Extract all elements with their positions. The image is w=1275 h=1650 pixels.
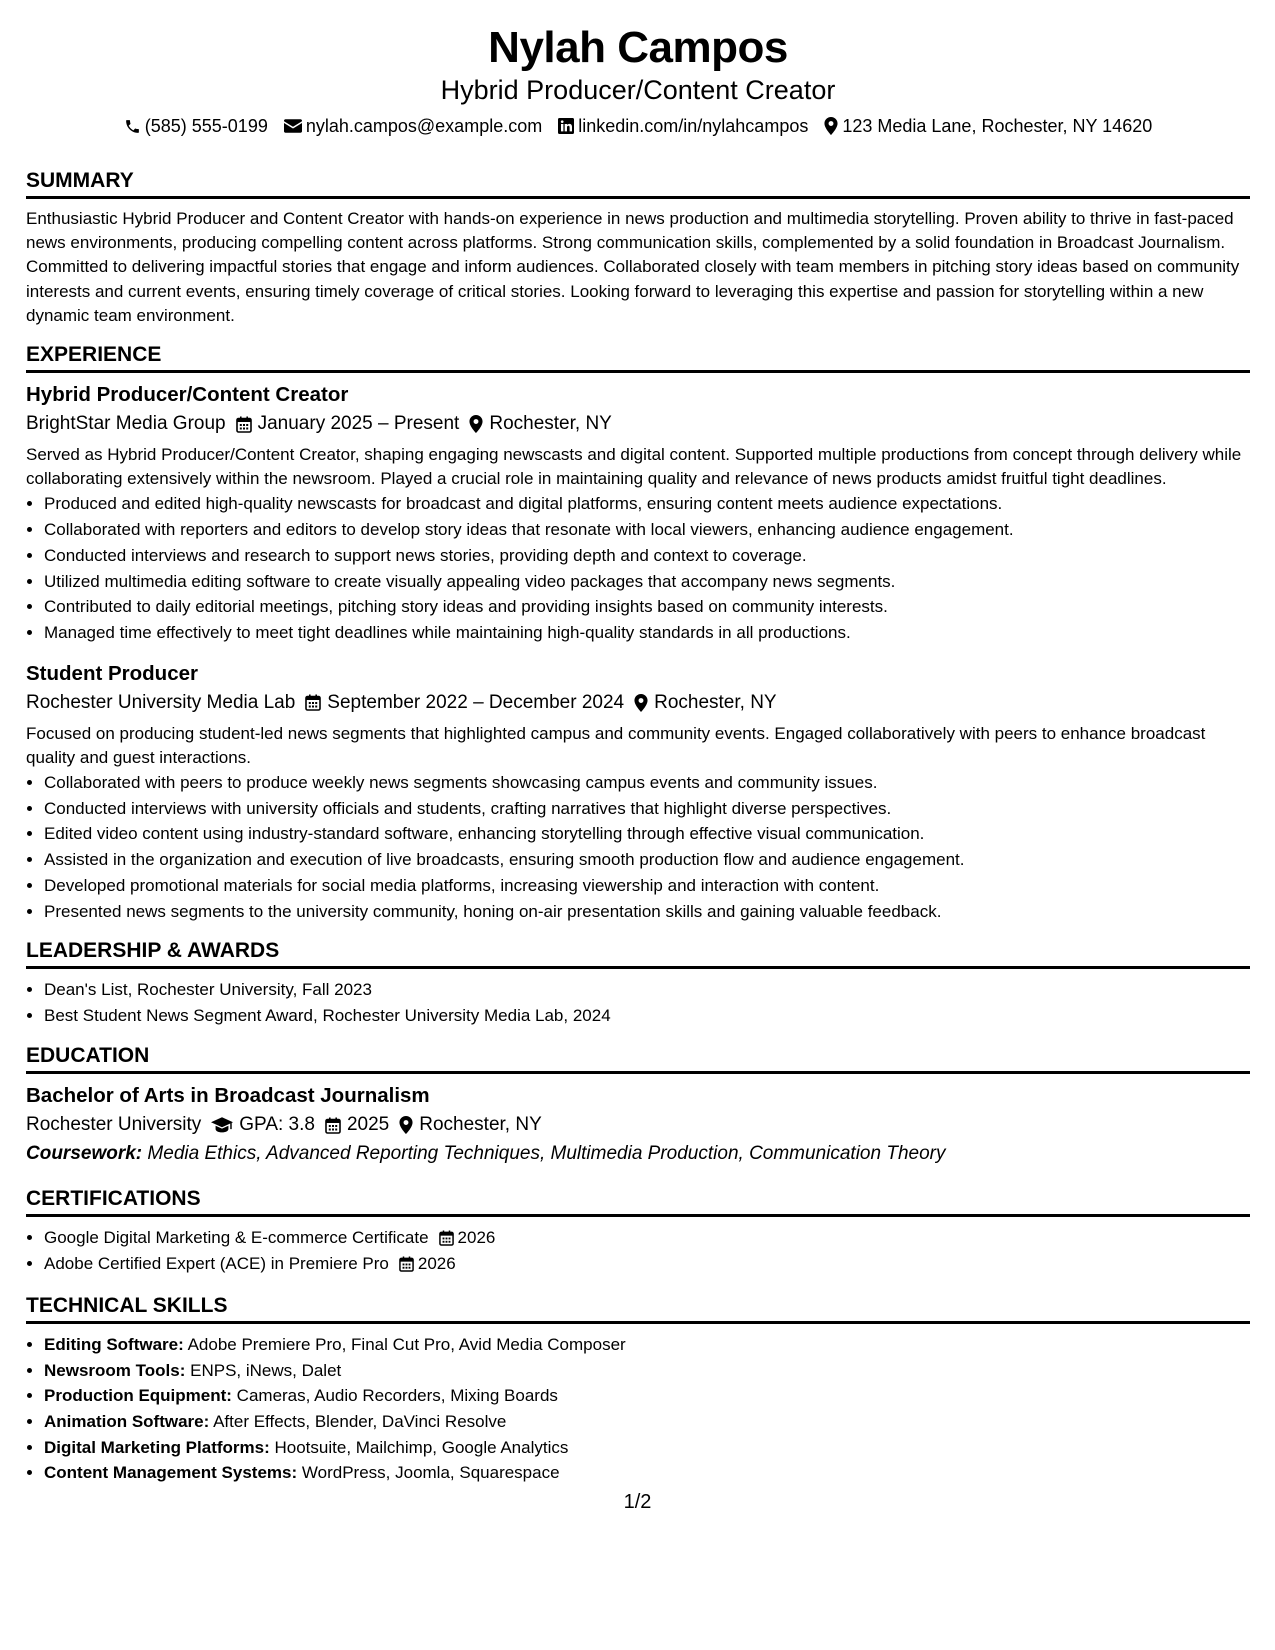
summary-section xyxy=(26,168,1250,328)
skill-value: After Effects, Blender, DaVinci Resolve xyxy=(213,1412,507,1432)
graduation-cap-icon xyxy=(211,1117,233,1133)
skills-list xyxy=(26,1332,1250,1486)
list-item: • Collaborated with reporters and editors to develop story ideas that resonate with local viewers, enhancing audience engagement. xyxy=(44,517,1250,543)
job-description: Served as Hybrid Producer/Content Creator, shaping engaging newscasts and digital content. Supported multiple productions from concept through delivery while collaborating extensively within the newsroom. Played a crucial role in maintaining quality and relevance of news products amidst fruitful tight deadlines. xyxy=(26,445,1242,489)
calendar-icon xyxy=(325,1117,341,1134)
education-year xyxy=(325,1110,389,1140)
certifications-list xyxy=(26,1225,1250,1277)
skill-value: WordPress, Joomla, Squarespace xyxy=(301,1463,560,1483)
coursework-text: Media Ethics, Advanced Reporting Techniques, Multimedia Production, Communication Theory xyxy=(147,1143,946,1165)
candidate-headline: Hybrid Producer/Content Creator xyxy=(440,75,836,105)
job-company: BrightStar Media Group xyxy=(26,413,226,435)
cert-date xyxy=(399,1251,456,1277)
map-pin-icon xyxy=(824,117,838,135)
list-item xyxy=(44,1383,1250,1409)
job-dates-text: January 2025 – Present xyxy=(257,413,460,435)
section-title-leadership: LEADERSHIP & AWARDS xyxy=(26,938,1250,969)
list-item: • Developed promotional materials for social media platforms, increasing viewership and interaction with content. xyxy=(44,873,1250,899)
job-meta xyxy=(26,688,1250,718)
skill-label: Digital Marketing Platforms: xyxy=(44,1437,270,1457)
cert-year: 2026 xyxy=(457,1228,496,1248)
list-item: • Assisted in the organization and execution of live broadcasts, ensuring smooth production flow and audience engagement. xyxy=(44,847,1250,873)
email-text: nylah.campos@example.com xyxy=(305,116,543,136)
resume-page xyxy=(26,24,1250,1486)
contact-email[interactable] xyxy=(284,114,542,138)
gpa-text: GPA: 3.8 xyxy=(239,1114,315,1136)
contact-address xyxy=(824,114,1152,138)
section-title-certifications: CERTIFICATIONS xyxy=(26,1186,1250,1217)
list-item xyxy=(44,1251,1250,1277)
skill-label: Animation Software: xyxy=(44,1412,210,1432)
list-item xyxy=(44,1460,1250,1486)
candidate-name: Nylah Campos xyxy=(488,23,788,72)
leadership-section xyxy=(26,938,1250,1029)
job-dates xyxy=(305,688,624,718)
cert-date xyxy=(439,1225,496,1251)
cert-name: • Google Digital Marketing & E-commerce Certificate xyxy=(44,1228,429,1248)
section-title-experience: EXPERIENCE xyxy=(26,342,1250,373)
job-dates-text: September 2022 – December 2024 xyxy=(327,691,625,713)
calendar-icon xyxy=(439,1230,454,1246)
cert-year: 2026 xyxy=(417,1254,456,1274)
school-name: Rochester University xyxy=(26,1114,202,1136)
skill-value: Cameras, Audio Recorders, Mixing Boards xyxy=(236,1386,558,1406)
list-item: • Presented news segments to the university community, honing on-air presentation skills and gaining valuable feedback. xyxy=(44,899,1250,925)
list-item xyxy=(44,1435,1250,1461)
address-text: 123 Media Lane, Rochester, NY 14620 xyxy=(842,116,1153,136)
skill-value: Adobe Premiere Pro, Final Cut Pro, Avid Media Composer xyxy=(187,1335,626,1355)
cert-name: • Adobe Certified Expert (ACE) in Premiere Pro xyxy=(44,1254,389,1274)
job-dates xyxy=(236,409,460,439)
education-gpa xyxy=(211,1110,315,1140)
job-meta xyxy=(26,409,1250,439)
job-description: Focused on producing student-led news segments that highlighted campus and community events. Engaged collaboratively with peers to enhance broadcast quality and guest interactions. xyxy=(26,723,1206,767)
calendar-icon xyxy=(399,1256,414,1272)
skill-label: Editing Software: xyxy=(44,1335,184,1355)
coursework-label: Coursework: xyxy=(26,1143,143,1165)
list-item xyxy=(44,1332,1250,1358)
linkedin-text: linkedin.com/in/nylahcampos xyxy=(578,116,809,136)
list-item: • Conducted interviews with university officials and students, crafting narratives that highlight diverse perspectives. xyxy=(44,796,1250,822)
calendar-icon xyxy=(236,416,252,433)
phone-text: (585) 555-0199 xyxy=(144,116,268,136)
education-section xyxy=(26,1043,1250,1168)
list-item: • Collaborated with peers to produce weekly news segments showcasing campus events and community issues. xyxy=(44,770,1250,796)
job-location xyxy=(634,688,777,718)
linkedin-icon xyxy=(558,118,574,134)
contact-linkedin[interactable] xyxy=(558,114,808,138)
phone-icon xyxy=(124,118,141,135)
job-entry xyxy=(26,660,1250,925)
job-company: Rochester University Media Lab xyxy=(26,691,296,713)
list-item: • Conducted interviews and research to support news stories, providing depth and context to coverage. xyxy=(44,543,1250,569)
education-location xyxy=(399,1110,542,1140)
list-item xyxy=(44,1358,1250,1384)
map-pin-icon xyxy=(634,694,648,712)
contact-phone[interactable] xyxy=(124,114,268,138)
summary-text: Enthusiastic Hybrid Producer and Content Creator with hands-on experience in news production and multimedia storytelling. Proven ability to thrive in fast-paced news environments, producing compelling content across platforms. Strong communication skills, complemented by a solid foundation in Broadcast Journalism. Committed to delivering impactful stories that engage and inform audiences. Collaborated closely with team members in pitching story ideas based on community interests and current events, ensuring timely coverage of critical stories. Looking forward to leveraging this expertise and passion for storytelling within a new dynamic team environment. xyxy=(26,209,1240,325)
envelope-icon xyxy=(284,119,302,133)
job-bullets xyxy=(26,770,1250,924)
education-meta xyxy=(26,1110,1250,1140)
job-bullets xyxy=(26,491,1250,645)
map-pin-icon xyxy=(469,415,483,433)
awards-list xyxy=(26,977,1250,1029)
skill-value: Hootsuite, Mailchimp, Google Analytics xyxy=(274,1437,569,1457)
list-item: • Produced and edited high-quality newscasts for broadcast and digital platforms, ensuring content meets audience expectations. xyxy=(44,491,1250,517)
calendar-icon xyxy=(305,694,321,711)
contact-bar xyxy=(26,114,1250,138)
job-entry xyxy=(26,381,1250,646)
list-item: • Contributed to daily editorial meetings, pitching story ideas and providing insights based on community interests. xyxy=(44,594,1250,620)
list-item: • Best Student News Segment Award, Rochester University Media Lab, 2024 xyxy=(44,1003,1250,1029)
section-title-summary: SUMMARY xyxy=(26,168,1250,199)
section-title-skills: TECHNICAL SKILLS xyxy=(26,1293,1250,1324)
job-location-text: Rochester, NY xyxy=(654,691,777,713)
skill-label: Content Management Systems: xyxy=(44,1463,298,1483)
list-item xyxy=(44,1225,1250,1251)
section-title-education: EDUCATION xyxy=(26,1043,1250,1074)
job-location-text: Rochester, NY xyxy=(489,413,612,435)
year-text: 2025 xyxy=(346,1114,390,1136)
list-item: • Managed time effectively to meet tight deadlines while maintaining high-quality standards in all productions. xyxy=(44,620,1250,646)
skill-label: Production Equipment: xyxy=(44,1386,232,1406)
certifications-section xyxy=(26,1186,1250,1277)
skill-value: ENPS, iNews, Dalet xyxy=(190,1360,342,1380)
skills-section xyxy=(26,1293,1250,1486)
skill-label: Newsroom Tools: xyxy=(44,1360,186,1380)
job-title: Student Producer xyxy=(26,661,198,685)
resume-header xyxy=(26,24,1250,138)
degree-title: Bachelor of Arts in Broadcast Journalism xyxy=(26,1084,430,1108)
list-item: • Edited video content using industry-standard software, enhancing storytelling through effective visual communication. xyxy=(44,821,1250,847)
list-item: • Utilized multimedia editing software to create visually appealing video packages that accompany news segments. xyxy=(44,569,1250,595)
coursework-line xyxy=(26,1140,1250,1168)
job-location xyxy=(469,409,612,439)
page-number: 1/2 xyxy=(623,1491,652,1513)
job-title: Hybrid Producer/Content Creator xyxy=(26,383,349,407)
experience-section xyxy=(26,342,1250,924)
map-pin-icon xyxy=(399,1116,413,1134)
list-item xyxy=(44,1409,1250,1435)
list-item: • Dean's List, Rochester University, Fall 2023 xyxy=(44,977,1250,1003)
education-location-text: Rochester, NY xyxy=(419,1114,542,1136)
